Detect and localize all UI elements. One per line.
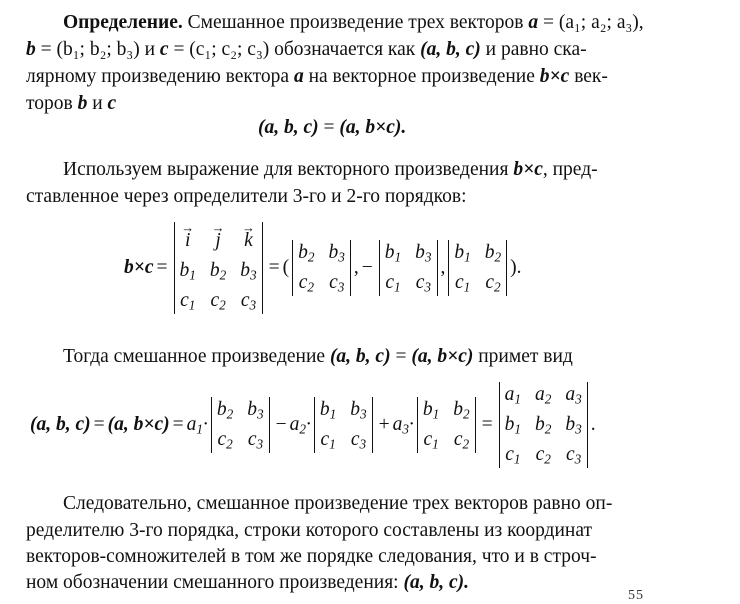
cross-determinant-3x3: → i → j → k $b_1$ $b_2$ $b_3$ $c_1$ $c_2$ $c_3$ [174, 222, 263, 314]
definition-heading: Определение. [63, 12, 183, 33]
definition-line-3: лярному произведению вектора a на векторное произведение b×c век- [26, 66, 608, 87]
minor-3-determinant: $b_1$ $b_2$ $c_1$ $c_2$ [448, 240, 507, 296]
conclusion-line-4: ном обозначении смешанного произведения: (a, b, c). [26, 572, 469, 593]
minor-1-determinant: $b_2$ $b_3$ $c_2$ $c_3$ [292, 240, 351, 296]
definition-line-1: Определение. Смешанное произведение трех векторов a = (a₁; a₂; a₃), [63, 12, 644, 33]
paragraph3: Тогда смешанное произведение (a, b, c) = (a, b×c) примет вид [63, 346, 573, 367]
minor-2-determinant: $b_1$ $b_3$ $c_1$ $c_3$ [379, 240, 438, 296]
conclusion-line-3: векторов-сомножителей в том же порядке следования, что и в строч- [26, 546, 597, 567]
conclusion-line-1: Следовательно, смешанное произведение трех векторов равно оп- [63, 493, 613, 514]
page-number: 55 [628, 588, 644, 603]
definition-formula: (a, b, c) = (a, b×c). [258, 117, 407, 138]
definition-line-2: b = (b₁; b₂; b₃) и c = (c₁; c₂; c₃) обозначается как (a, b, c) и равно ска- [26, 39, 587, 60]
triple-minor-1: $b_2$ $b_3$ $c_2$ $c_3$ [211, 397, 270, 453]
conclusion-line-2: ределителю 3-го порядка, строки которого составлены из координат [26, 520, 593, 541]
definition-line-4: торов b и c [26, 93, 117, 114]
paragraph2-line-2: ставленное через определители 3-го и 2-го порядков: [26, 186, 467, 207]
triple-minor-3: $b_1$ $b_2$ $c_1$ $c_2$ [417, 397, 476, 453]
paragraph2-line-1: Используем выражение для векторного произведения b×c, пред- [63, 159, 598, 180]
triple-minor-2: $b_1$ $b_3$ $c_1$ $c_3$ [314, 397, 373, 453]
cross-product-formula: b×c = → i → j → k $b_1$ $b_2$ $b_3$ $c_1$ $c_2$ $c_3$ = ( $b_2$ $b_3$ $c_2$ $c_3$ , − $b_1$ $b_3$ $c_1$ $c_3$ , $b_1$ $b_2$ $c_1$ $c_2$ ). [124, 222, 522, 314]
triple-determinant-3x3: $a_1$ $a_2$ $a_3$ $b_1$ $b_2$ $b_3$ $c_1$ $c_2$ $c_3$ [499, 382, 588, 468]
triple-product-formula: (a, b, c) = (a, b×c) = $a_1\cdot$ $b_2$ $b_3$ $c_2$ $c_3$ − $a_2\cdot$ $b_1$ $b_3$ $c_1$ $c_3$ + $a_3\cdot$ $b_1$ $b_2$ $c_1$ $c_2$ = $a_1$ $a_2$ $a_3$ $b_1$ $b_2$ $b_3$ $c_1$ $c_2$ $c_3$ . [30, 384, 596, 467]
